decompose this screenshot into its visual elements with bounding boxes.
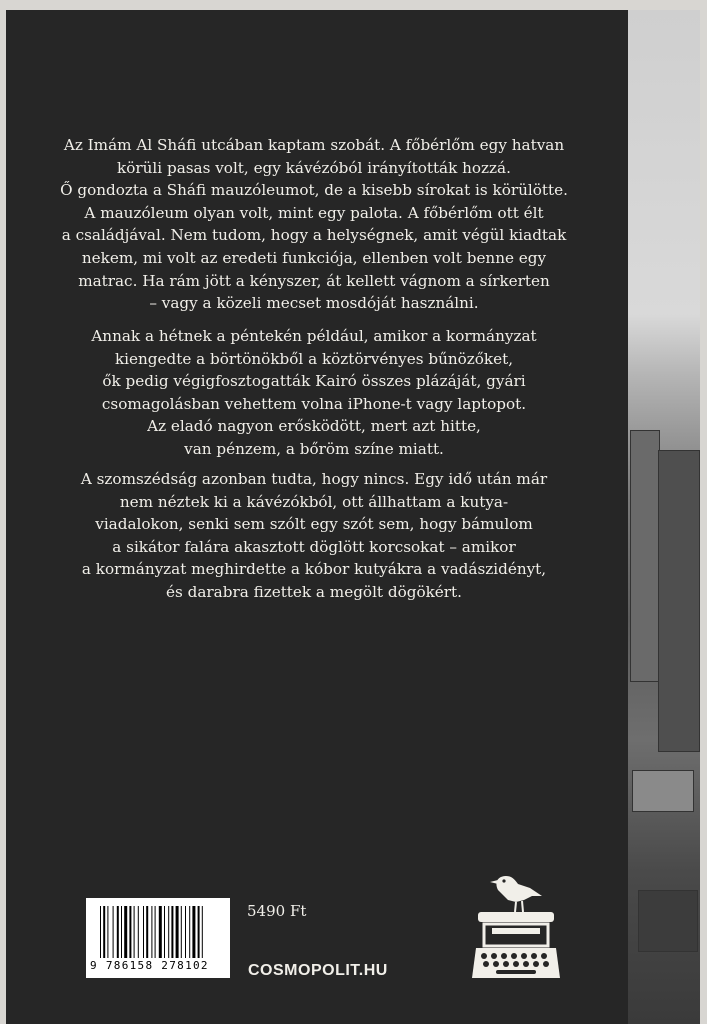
blurb-line: és darabra fizettek a megölt dögökért.: [166, 582, 462, 601]
blurb-line: körüli pasas volt, egy kávézóból irányították hozzá.: [117, 158, 511, 177]
blurb-line: a sikátor falára akasztott döglött korcsokat – amikor: [112, 537, 516, 556]
barcode: [86, 898, 230, 978]
isbn-number: 9 786158 278102: [90, 959, 209, 972]
barcode-bars: [100, 906, 218, 958]
blurb-line: – vagy a közeli mecset mosdóját használni.: [149, 294, 479, 313]
blurb-line: Annak a hétnek a péntekén például, amikor a kormányzat: [91, 327, 537, 345]
blurb-paragraph-2: [36, 325, 592, 461]
publisher-url: COSMOPOLIT.HU: [248, 962, 388, 979]
blurb-line: A szomszédság azonban tudta, hogy nincs. Egy idő után már: [80, 470, 548, 488]
blurb-line: kiengedte a börtönökből a köztörvényes bűnözőket,: [114, 349, 514, 368]
cover-photo-strip: [628, 10, 700, 1024]
blurb-line: matrac. Ha rám jött a kényszer, át kellett vágnom a sírkerten: [78, 271, 550, 290]
crow-on-typewriter-icon: [468, 860, 564, 984]
blurb-line: A mauzóleum olyan volt, mint egy palota. A főbérlőm ott élt: [84, 203, 544, 222]
blurb-paragraph-3: [36, 468, 592, 604]
blurb-line: nekem, mi volt az eredeti funkciója, ellenben volt benne egy: [81, 248, 547, 267]
blurb-line: ők pedig végigfosztogatták Kairó összes plázáját, gyári: [102, 372, 526, 391]
blurb-line: nem néztek ki a kávézókból, ott állhattam a kutya-: [119, 492, 509, 511]
price: 5490 Ft: [247, 902, 307, 920]
blurb-line: viadalokon, senki sem szólt egy szót sem, hogy bámulom: [95, 515, 533, 534]
blurb-line: van pénzem, a bőröm színe miatt.: [184, 439, 444, 458]
blurb-paragraph-1: [36, 134, 592, 315]
blurb-line: Ő gondozta a Sháfi mauzóleumot, de a kisebb sírokat is körülötte.: [60, 181, 568, 200]
blurb-line: a kormányzat meghirdette a kóbor kutyákra a vadászidényt,: [81, 560, 547, 579]
blurb-line: csomagolásban vehettem volna iPhone-t vagy laptopot.: [101, 394, 527, 413]
blurb-line: Az Imám Al Sháfi utcában kaptam szobát. A főbérlőm egy hatvan: [63, 136, 565, 154]
blurb-line: Az eladó nagyon erősködött, mert azt hitte,: [147, 417, 481, 436]
blurb-line: a családjával. Nem tudom, hogy a helységnek, amit végül kiadtak: [61, 226, 567, 245]
